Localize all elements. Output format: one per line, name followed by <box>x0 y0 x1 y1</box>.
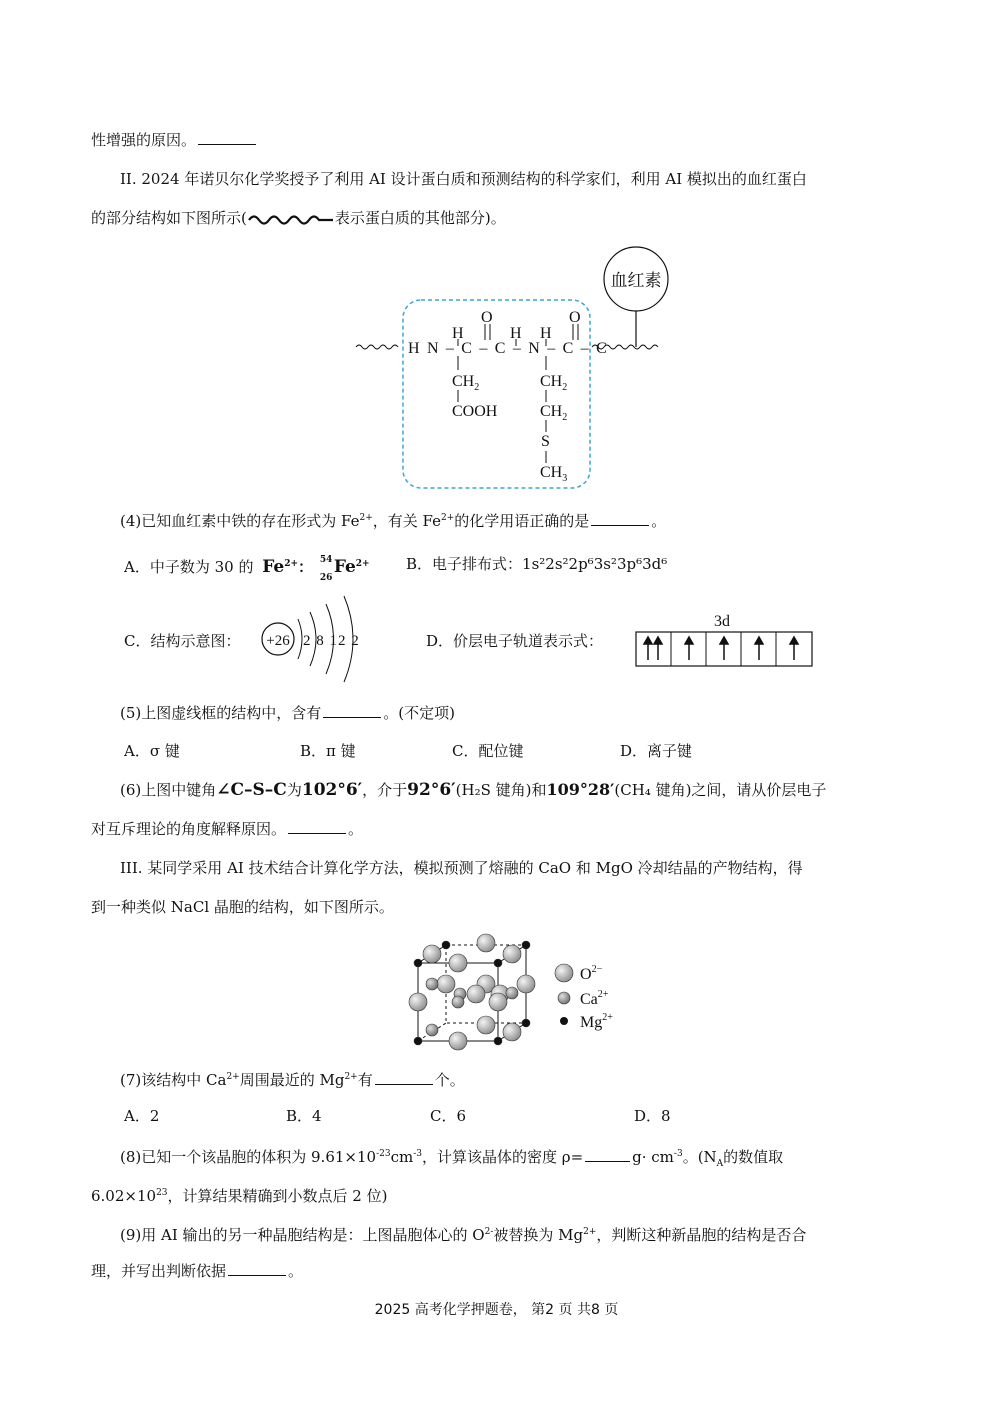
atomic-structure-diagram <box>258 594 378 684</box>
svg-text:CH3: $CH_3$ <box>540 464 568 484</box>
q6-line1: (6)上图中键角∠C–S–C为102°6′，介于92°6′(H₂S 键角)和109°28′(CH₄ 键角)之间，请从价层电子 <box>120 780 827 800</box>
q4-stem: (4)已知血红素中铁的存在形式为 $Fe^{2+}$，有关 $Fe^{2+}$的化学用语正确的是 。 <box>120 512 667 530</box>
q9-line2: 理，并写出判断依据 。 <box>91 1262 304 1280</box>
answer-blank[interactable] <box>375 1070 433 1085</box>
q5-stem: (5)上图虚线框的结构中，含有 。(不定项) <box>120 704 455 722</box>
q5-option-d[interactable]: D．离子键 <box>620 742 693 760</box>
answer-blank[interactable] <box>323 703 381 718</box>
q7-stem: (7)该结构中 $Ca^{2+}$周围最近的 $Mg^{2+}$有 个。 <box>120 1071 465 1089</box>
q3-tail: 性增强的原因。 <box>91 130 258 150</box>
svg-text:S: S <box>541 433 550 450</box>
q4-option-c[interactable]: C．结构示意图： <box>124 632 241 650</box>
svg-text:2 8 12 2: 2 8 12 2 <box>303 633 360 649</box>
q7-option-d[interactable]: D．8 <box>634 1107 671 1125</box>
section2-line1: II. 2024 年诺贝尔化学奖授予了利用 AI 设计蛋白质和预测结构的科学家们，利用 AI 模拟出的血红蛋白 <box>120 170 807 188</box>
svg-text:CH2: $CH_2$ <box>452 373 480 393</box>
q5-option-a[interactable]: A．σ 键 <box>124 742 180 760</box>
answer-blank[interactable] <box>591 511 649 526</box>
dashed-box <box>403 300 590 488</box>
svg-text:Ca2+: $Ca^{2+}$ <box>580 989 609 1008</box>
crystal-cell-diagram <box>400 930 660 1055</box>
q8-line1: (8)已知一个该晶胞的体积为 $9.61\times 10^{-23}cm^{-3}$，计算该晶体的密度 $\rho= g\cdot cm^{-3}$。($N_A$的数值取 <box>120 1148 784 1169</box>
page-footer: 2025 高考化学押题卷， 第2 页 共8 页 <box>374 1302 619 1318</box>
wavy-left <box>356 345 398 349</box>
svg-text:+26: +26 <box>266 633 290 649</box>
svg-text:CH2: $CH_2$ <box>540 403 568 423</box>
q4-option-d[interactable]: D．价层电子轨道表示式： <box>426 632 604 650</box>
q9-line1: (9)用 AI 输出的另一种晶胞结构是：上图晶胞体心的 $O^{2-}$被替换为 $Mg^{2+}$，判断这种新晶胞的结构是否合 <box>120 1226 807 1244</box>
section3-line2: 到一种类似 NaCl 晶胞的结构，如下图所示。 <box>91 898 394 916</box>
section2-line2: 的部分结构如下图所示( 表示蛋白质的其他部分)。 <box>91 209 506 227</box>
q5-option-b[interactable]: B．π 键 <box>300 742 356 760</box>
svg-text:O: O <box>481 309 493 326</box>
hemoglobin-structure-diagram <box>0 0 993 500</box>
svg-text:O2−: $O^{2-}$ <box>580 964 603 983</box>
orbital-diagram <box>634 610 814 670</box>
q7-option-c[interactable]: C．6 <box>430 1107 467 1125</box>
legend-mg-icon <box>560 1017 568 1025</box>
heme-label: 血红素 <box>610 271 662 291</box>
svg-text:H: H <box>510 325 522 342</box>
nh-group: HN–C–C–N–C–C <box>408 340 615 357</box>
q7-option-a[interactable]: A．2 <box>124 1107 160 1125</box>
svg-text:COOH: COOH <box>452 403 498 420</box>
q4-option-b[interactable]: B．电子排布式：1s²2s²2p⁶3s²3p⁶3d⁶ <box>406 555 668 573</box>
q4-option-a[interactable]: A．中子数为 30 的 $Fe^{2+}$： 54 26 $Fe^{2+}$ <box>124 555 370 583</box>
svg-text:O: O <box>569 309 581 326</box>
legend-o-icon <box>555 964 573 982</box>
q7-option-b[interactable]: B．4 <box>286 1107 322 1125</box>
svg-text:Mg2+: $Mg^{2+}$ <box>580 1012 613 1031</box>
svg-text:3d: 3d <box>714 613 730 630</box>
q5-option-c[interactable]: C．配位键 <box>452 742 524 760</box>
legend-ca-icon <box>558 992 570 1004</box>
answer-blank[interactable] <box>228 1261 286 1276</box>
svg-text:H: H <box>540 325 552 342</box>
section3-line1: III. 某同学采用 AI 技术结合计算化学方法，模拟预测了熔融的 CaO 和 MgO 冷却结晶的产物结构，得 <box>120 859 803 877</box>
svg-text:H: H <box>452 325 464 342</box>
answer-blank[interactable] <box>585 1147 630 1162</box>
q8-line2: $6.02\times 10^{23}$，计算结果精确到小数点后 2 位) <box>91 1187 388 1205</box>
answer-blank[interactable] <box>288 819 346 834</box>
q6-line2: 对互斥理论的角度解释原因。 。 <box>91 820 364 838</box>
svg-text:CH2: $CH_2$ <box>540 373 568 393</box>
